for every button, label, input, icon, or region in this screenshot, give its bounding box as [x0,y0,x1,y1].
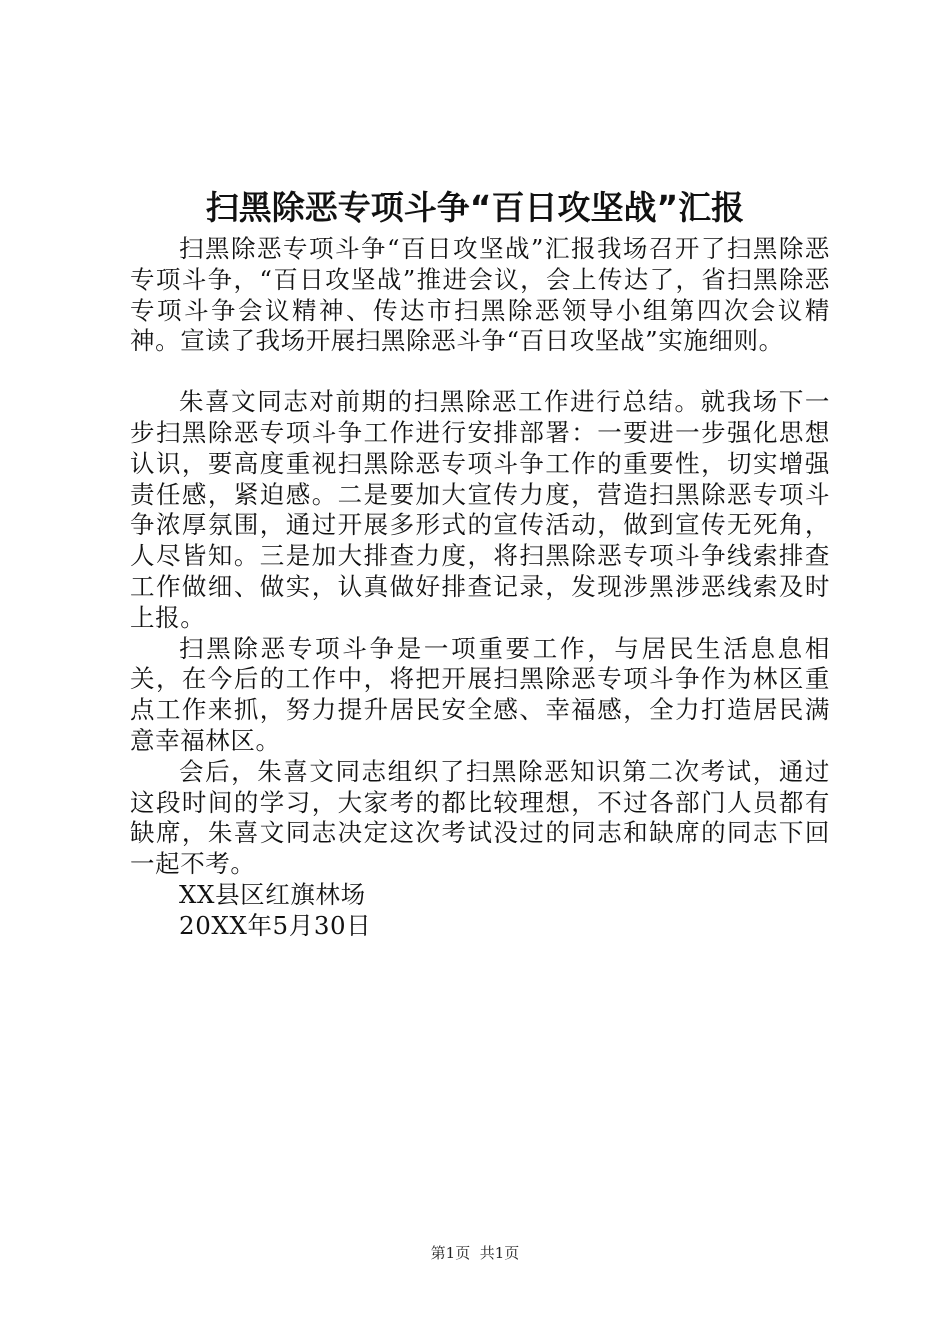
page-footer [0,1243,950,1263]
signature-date: 20XX年5月30日 [179,910,372,940]
signature-organization: XX县区红旗林场 [179,879,366,909]
paragraph-1: 扫黑除恶专项斗争“百日攻坚战”汇报我场召开了扫黑除恶专项斗争，“百日攻坚战”推进会议，会上传达了，省扫黑除恶专项斗争会议精神、传达市扫黑除恶领导小组第四次会议精神。宣读了我场开展扫黑除恶斗争“百日攻坚战”实施细则。 [130,234,830,356]
paragraph-2: 朱喜文同志对前期的扫黑除恶工作进行总结。就我场下一步扫黑除恶专项斗争工作进行安排部署：一要进一步强化思想认识，要高度重视扫黑除恶专项斗争工作的重要性，切实增强责任感，紧迫感。二是要加大宣传力度，营造扫黑除恶专项斗争浓厚氛围，通过开展多形式的宣传活动，做到宣传无死角，人尽皆知。三是加大排查力度，将扫黑除恶专项斗争线索排查工作做细、做实，认真做好排查记录，发现涉黑涉恶线索及时上报。 [130,387,830,632]
paragraph-3: 扫黑除恶专项斗争是一项重要工作，与居民生活息息相关，在今后的工作中，将把开展扫黑除恶专项斗争作为林区重点工作来抓，努力提升居民安全感、幸福感，全力打造居民满意幸福林区。 [130,633,830,755]
page-title: 扫黑除恶专项斗争“百日攻坚战”汇报 [205,188,745,227]
document-body [130,234,830,942]
page-number: 第1页 [430,1244,471,1262]
page-total: 共1页 [479,1244,520,1262]
paragraph-4: 会后，朱喜文同志组织了扫黑除恶知识第二次考试，通过这段时间的学习，大家考的都比较理想，不过各部门人员都有缺席，朱喜文同志决定这次考试没过的同志和缺席的同志下回一起不考。 [130,756,830,879]
